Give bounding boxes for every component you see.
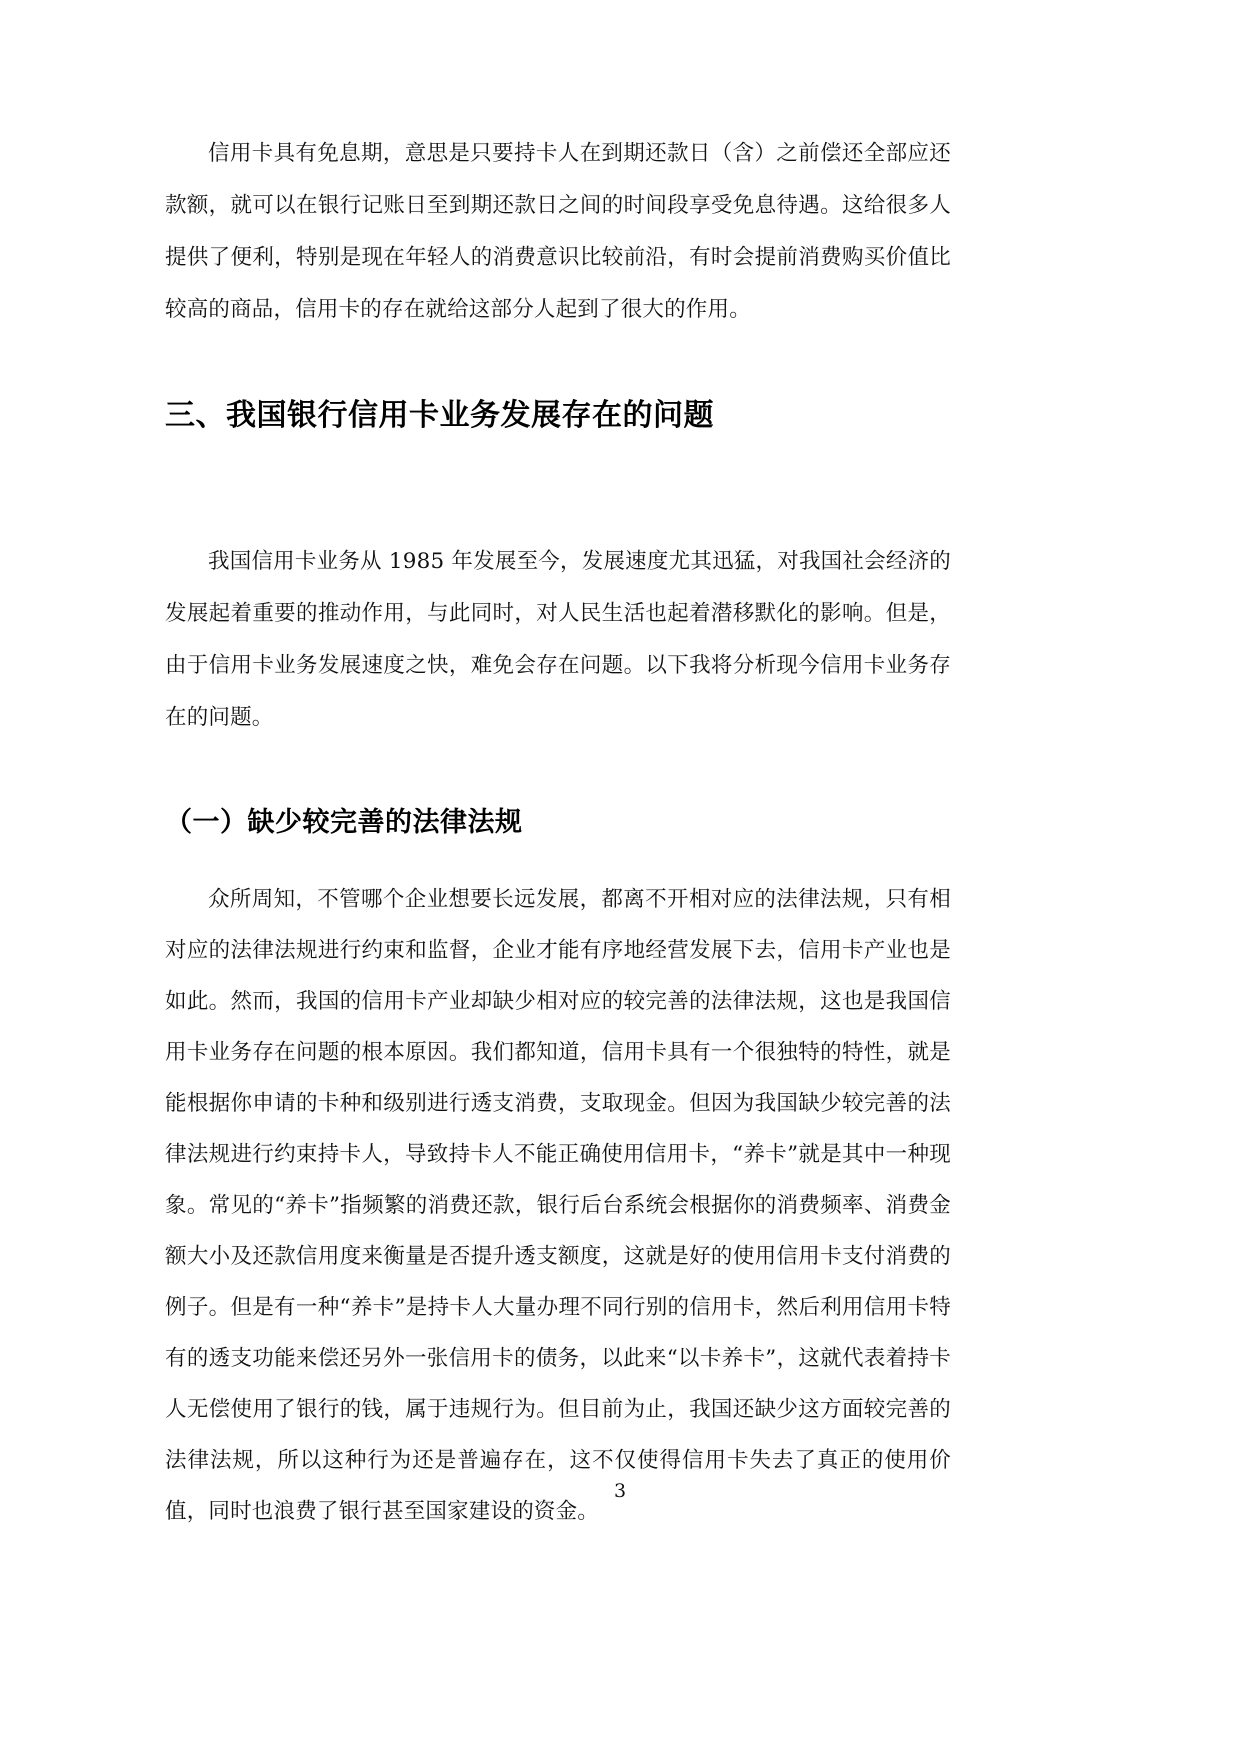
heading-subsection-one: （一）缺少较完善的法律法规	[165, 807, 523, 838]
paragraph-legal-framework: 众所周知，不管哪个企业想要长远发展，都离不开相对应的法律法规，只有相对应的法律法规进行约束和监督，企业才能有序地经营发展下去，信用卡产业也是如此。然而，我国的信用卡产业却缺少相对应的较完善的法律法规，这也是我国信用卡业务存在问题的根本原因。我们都知道，信用卡具有一个很独特的特性，就是能根据你申请的卡种和级别进行透支消费，支取现金。但因为我国缺少较完善的法律法规进行约束持卡人，导致持卡人不能正确使用信用卡，“养卡”就是其中一种现象。常见的“养卡”指频繁的消费还款，银行后台系统会根据你的消费频率、消费金额大小及还款信用度来衡量是否提升透支额度，这就是好的使用信用卡支付消费的例子。但是有一种“养卡”是持卡人大量办理不同行别的信用卡，然后利用信用卡特有的透支功能来偿还另外一张信用卡的债务，以此来“以卡养卡”，这就代表着持卡人无偿使用了银行的钱，属于违规行为。但目前为止，我国还缺少这方面较完善的法律法规，所以这种行为还是普遍存在，这不仅使得信用卡失去了真正的使用价值，同时也浪费了银行甚至国家建设的资金。	[165, 887, 951, 1524]
spacer	[165, 744, 951, 802]
paragraph-interest-free-period: 信用卡具有免息期，意思是只要持卡人在到期还款日（含）之前偿还全部应还款额，就可以在银行记账日至到期还款日之间的时间段享受免息待遇。这给很多人提供了便利，特别是现在年轻人的消费意识比较前沿，有时会提前消费购买价值比较高的商品，信用卡的存在就给这部分人起到了很大的作用。	[165, 141, 951, 322]
spacer	[165, 844, 951, 874]
spacer	[165, 336, 951, 394]
spacer	[165, 438, 951, 502]
paragraph-industry-growth: 我国信用卡业务从 1985 年发展至今，发展速度尤其迅猛，对我国社会经济的发展起着重要的推动作用，与此同时，对人民生活也起着潜移默化的影响。但是，由于信用卡业务发展速度之快，难免会存在问题。以下我将分析现今信用卡业务存在的问题。	[165, 549, 951, 730]
spacer	[165, 502, 951, 536]
page-content	[165, 128, 951, 1537]
page-number: 3	[613, 1480, 627, 1502]
heading-section-three: 三、我国银行信用卡业务发展存在的问题	[165, 398, 714, 433]
